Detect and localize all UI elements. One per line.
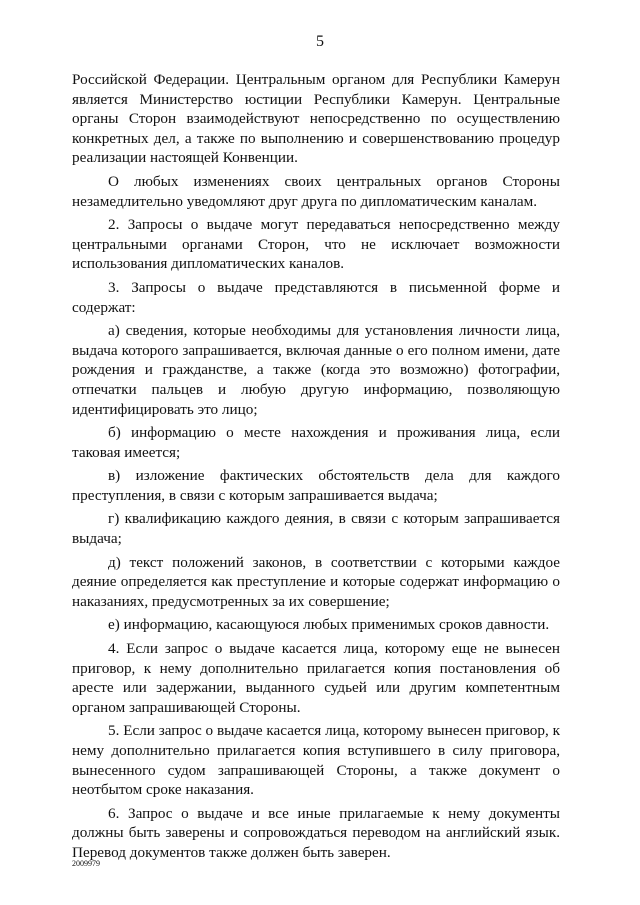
paragraph: 4. Если запрос о выдаче касается лица, которому еще не вынесен приговор, к нему дополнительно прилагается копия постановления об аресте или задержании, выданного судьей или другим компетентным органом запрашивающей Стороны. xyxy=(72,640,560,716)
paragraph: 6. Запрос о выдаче и все иные прилагаемые к нему документы должны быть заверены и сопровождаться переводом на английский язык. Перевод документов также должен быть заверен. xyxy=(72,804,560,861)
paragraph: д) текст положений законов, в соответствии с которыми каждое деяние определяется как преступление и которые содержат информацию о наказаниях, предусмотренных за их совершение; xyxy=(72,553,560,610)
paragraph: 5. Если запрос о выдаче касается лица, которому вынесен приговор, к нему дополнительно прилагается копия вступившего в силу приговора, вынесенного судом запрашивающей Стороны, а также документ о неотбытом сроке наказания. xyxy=(72,722,560,799)
paragraph: 3. Запросы о выдаче представляются в письменной форме и содержат: xyxy=(72,278,560,316)
paragraph: б) информацию о месте нахождения и проживания лица, если таковая имеется; xyxy=(72,424,560,461)
paragraph: в) изложение фактических обстоятельств дела для каждого преступления, в связи с которым запрашивается выдача; xyxy=(72,467,560,504)
body-text xyxy=(72,70,560,863)
paragraph: Российской Федерации. Центральным органом для Республики Камерун является Министерство юстиции Республики Камерун. Центральные органы Сторон взаимодействуют непосредственно по осуществлению конкретных дел, а также по выполнению и совершенствованию процедур реализации настоящей Конвенции. xyxy=(72,71,560,167)
paragraph: О любых изменениях своих центральных органов Стороны незамедлительно уведомляют друг друга по дипломатическим каналам. xyxy=(72,172,560,210)
document-code: 2009979 xyxy=(72,859,100,868)
paragraph: а) сведения, которые необходимы для установления личности лица, выдача которого запрашивается, включая данные о его полном имени, дате рождения и гражданстве, а также (когда это возможно) фотографии, отпечатки пальцев и любую другую информацию, позволяющую идентифицировать это лицо; xyxy=(72,322,560,418)
paragraph: 2. Запросы о выдаче могут передаваться непосредственно между центральными органами Сторон, что не исключает возможности использования дипломатических каналов. xyxy=(72,216,560,273)
paragraph: г) квалификацию каждого деяния, в связи с которым запрашивается выдача; xyxy=(72,510,560,548)
paragraph: е) информацию, касающуюся любых применимых сроков давности. xyxy=(108,616,550,634)
page-number: 5 xyxy=(316,33,324,50)
